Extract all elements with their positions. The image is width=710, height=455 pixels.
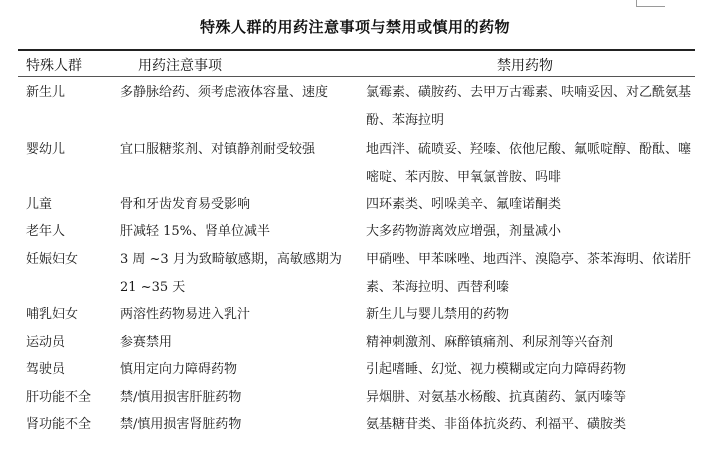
cell-drugs: 氨基糖苷类、非甾体抗炎药、利福平、磺胺类 xyxy=(366,417,627,432)
table-header xyxy=(0,55,710,75)
cell-group: 儿童 xyxy=(26,197,53,212)
cell-notes: 慎用定向力障碍药物 xyxy=(120,362,238,377)
cell-notes: 禁/慎用损害肾脏药物 xyxy=(120,417,242,432)
header-drugs: 禁用药物 xyxy=(497,58,553,74)
cell-group: 婴幼儿 xyxy=(26,142,66,157)
cell-drugs: 大多药物游离效应增强，剂量减小 xyxy=(366,224,562,239)
cell-group: 妊娠妇女 xyxy=(26,252,79,267)
cell-group: 驾驶员 xyxy=(26,362,66,377)
cell-group: 肝功能不全 xyxy=(26,390,92,405)
cell-drugs: 氯霉素、磺胺药、去甲万古霉素、呋喃妥因、对乙酰氨基酚、苯海拉明 xyxy=(366,85,692,128)
cell-group: 老年人 xyxy=(26,224,66,239)
cell-notes: 多静脉给药、须考虑液体容量、速度 xyxy=(120,85,329,100)
cell-drugs: 甲硝唑、甲苯咪唑、地西泮、溴隐亭、茶苯海明、依诺肝素、苯海拉明、西替利嗪 xyxy=(366,252,692,295)
cell-notes: 禁/慎用损害肝脏药物 xyxy=(120,390,242,405)
header-group: 特殊人群 xyxy=(26,58,82,74)
cell-drugs: 引起嗜睡、幻觉、视力模糊或定向力障碍药物 xyxy=(366,362,627,377)
cell-notes: 两溶性药物易进入乳汁 xyxy=(120,307,251,322)
cell-notes: 肝减轻 15%、肾单位减半 xyxy=(120,224,271,239)
cell-group: 新生儿 xyxy=(26,85,66,100)
header-rule xyxy=(18,76,695,77)
cell-drugs: 四环素类、吲哚美辛、氟喹诺酮类 xyxy=(366,197,562,212)
cell-group: 哺乳妇女 xyxy=(26,307,79,322)
cell-group: 肾功能不全 xyxy=(26,417,92,432)
corner-frame xyxy=(636,0,665,7)
cell-notes: 3 周 ~3 月为致畸敏感期，高敏感期为 21 ~35 天 xyxy=(120,252,342,295)
cell-notes: 参赛禁用 xyxy=(120,335,173,350)
table-title: 特殊人群的用药注意事项与禁用或慎用的药物 xyxy=(199,18,510,36)
cell-notes: 宜口服糖浆剂、对镇静剂耐受较强 xyxy=(120,142,316,157)
header-notes: 用药注意事项 xyxy=(138,58,222,74)
cell-notes: 骨和牙齿发育易受影响 xyxy=(120,197,251,212)
cell-drugs: 新生儿与婴儿禁用的药物 xyxy=(366,307,510,322)
cell-drugs: 精神刺激剂、麻醉镇痛剂、利尿剂等兴奋剂 xyxy=(366,335,614,350)
cell-drugs: 异烟肼、对氨基水杨酸、抗真菌药、氯丙嗪等 xyxy=(366,390,627,405)
cell-drugs: 地西泮、硫喷妥、羟嗪、依他尼酸、氟哌啶醇、酚酞、噻嘧啶、苯丙胺、甲氧氯普胺、吗啡 xyxy=(366,142,692,185)
cell-group: 运动员 xyxy=(26,335,66,350)
top-rule xyxy=(18,49,695,51)
